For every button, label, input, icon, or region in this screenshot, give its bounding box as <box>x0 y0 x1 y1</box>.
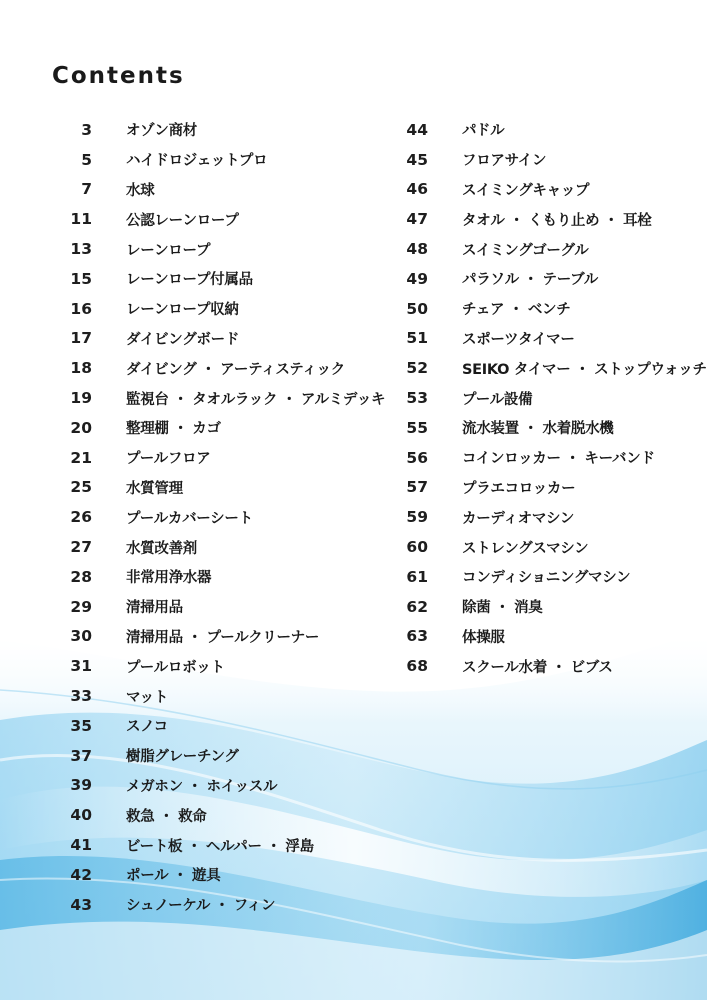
toc-entry[interactable] <box>60 175 385 205</box>
toc-page-number: 17 <box>70 329 92 348</box>
toc-entry[interactable] <box>396 264 707 294</box>
toc-section-label: ダイビング ・ アーティスティック <box>126 361 345 378</box>
toc-entry[interactable] <box>60 771 385 801</box>
toc-section-label: レーンロープ収納 <box>126 302 239 319</box>
toc-section-label: 流水装置 ・ 水着脱水機 <box>462 421 614 438</box>
toc-section-label: チェア ・ ベンチ <box>462 302 571 319</box>
toc-page-number: 62 <box>406 597 428 616</box>
toc-section-label: 公認レーンロープ <box>126 212 239 229</box>
toc-section-label: パドル <box>462 123 505 140</box>
toc-section-label: スイミングキャップ <box>462 182 590 199</box>
toc-section-label: 体操服 <box>462 629 505 646</box>
toc-section-label: コインロッカー ・ キーバンド <box>462 451 655 468</box>
toc-entry[interactable] <box>396 353 707 383</box>
toc-entry[interactable] <box>396 145 707 175</box>
toc-section-label: コンディショニングマシン <box>462 570 631 587</box>
toc-section-label: オゾン商材 <box>126 123 197 140</box>
toc-entry[interactable] <box>396 294 707 324</box>
toc-section-label: マット <box>126 689 169 706</box>
toc-entry[interactable] <box>396 532 707 562</box>
toc-page-number: 7 <box>81 180 92 199</box>
toc-entry[interactable] <box>396 175 707 205</box>
toc-entry[interactable] <box>60 532 385 562</box>
toc-page-number: 19 <box>70 389 92 408</box>
toc-page-number: 13 <box>70 240 92 259</box>
toc-section-label: 救急 ・ 救命 <box>126 808 207 825</box>
toc-page-number: 42 <box>70 865 92 884</box>
toc-section-label: プール設備 <box>462 391 533 408</box>
toc-section-label: 水質改善剤 <box>126 540 197 557</box>
toc-section-label: レーンロープ付属品 <box>126 272 253 289</box>
toc-page-number: 20 <box>70 418 92 437</box>
toc-section-label: 清掃用品 ・ プールクリーナー <box>126 629 320 646</box>
toc-section-label: プールロボット <box>126 659 225 676</box>
toc-page-number: 51 <box>406 329 428 348</box>
toc-page-number: 31 <box>70 657 92 676</box>
toc-page-number: 35 <box>70 716 92 735</box>
toc-section-label: タオル ・ くもり止め ・ 耳栓 <box>462 212 652 229</box>
toc-entry[interactable] <box>60 562 385 592</box>
toc-page-number: 29 <box>70 597 92 616</box>
toc-section-label: ダイビングボード <box>126 331 240 348</box>
toc-page-number: 18 <box>70 359 92 378</box>
toc-page-number: 16 <box>70 299 92 318</box>
toc-page-number: 26 <box>70 508 92 527</box>
toc-section-label: ハイドロジェットプロ <box>126 153 268 170</box>
toc-entry[interactable] <box>60 413 385 443</box>
toc-entry[interactable] <box>396 204 707 234</box>
toc-entry[interactable] <box>396 651 707 681</box>
toc-page-number: 30 <box>70 627 92 646</box>
toc-section-label: 清掃用品 <box>126 600 183 617</box>
page-title: Contents <box>52 63 185 89</box>
toc-section-label: ストレングスマシン <box>462 540 589 557</box>
toc-section-label: 水質管理 <box>126 480 183 497</box>
toc-page-number: 41 <box>70 836 92 855</box>
toc-entry[interactable] <box>60 145 385 175</box>
toc-section-label: 監視台 ・ タオルラック ・ アルミデッキ <box>126 391 386 408</box>
toc-section-label: 非常用浄水器 <box>126 570 212 587</box>
toc-page-number: 45 <box>406 150 428 169</box>
toc-page-number: 59 <box>406 508 428 527</box>
toc-entry[interactable] <box>60 324 385 354</box>
toc-page-number: 49 <box>406 269 428 288</box>
toc-entry[interactable] <box>396 502 707 532</box>
toc-entry[interactable] <box>60 622 385 652</box>
toc-page-number: 50 <box>406 299 428 318</box>
toc-section-label: フロアサイン <box>462 153 547 170</box>
toc-section-label: SEIKO タイマー ・ ストップウォッチ <box>462 361 707 378</box>
toc-entry[interactable] <box>396 413 707 443</box>
toc-section-label: 樹脂グレーチング <box>126 749 239 766</box>
toc-entry[interactable] <box>60 651 385 681</box>
toc-page-number: 5 <box>81 150 92 169</box>
toc-entry[interactable] <box>60 473 385 503</box>
toc-entry[interactable] <box>60 294 385 324</box>
toc-page-number: 60 <box>406 538 428 557</box>
toc-entry[interactable] <box>60 592 385 622</box>
toc-entry[interactable] <box>60 860 385 890</box>
toc-page-number: 55 <box>406 418 428 437</box>
toc-section-label: 除菌 ・ 消臭 <box>462 600 543 617</box>
toc-section-label: スポーツタイマー <box>462 331 575 348</box>
toc-page-number: 61 <box>406 567 428 586</box>
toc-column-left <box>60 115 385 920</box>
toc-page-number: 25 <box>70 478 92 497</box>
toc-page-number: 3 <box>81 120 92 139</box>
toc-column-right <box>396 115 707 681</box>
toc-entry[interactable] <box>60 502 385 532</box>
toc-entry[interactable] <box>396 443 707 473</box>
toc-entry[interactable] <box>396 115 707 145</box>
toc-page-number: 53 <box>406 389 428 408</box>
toc-section-label: プラエコロッカー <box>462 480 576 497</box>
toc-section-label: ポール ・ 遊具 <box>126 868 221 885</box>
toc-page-number: 56 <box>406 448 428 467</box>
toc-entry[interactable] <box>60 383 385 413</box>
toc-page-number: 52 <box>406 359 428 378</box>
toc-page-number: 44 <box>406 120 428 139</box>
toc-entry[interactable] <box>60 741 385 771</box>
toc-section-label: シュノーケル ・ フィン <box>126 898 276 915</box>
toc-section-label: メガホン ・ ホイッスル <box>126 778 278 795</box>
toc-entry[interactable] <box>60 115 385 145</box>
toc-entry[interactable] <box>396 562 707 592</box>
toc-section-label: スノコ <box>126 719 168 736</box>
toc-page-number: 46 <box>406 180 428 199</box>
toc-page-number: 37 <box>70 746 92 765</box>
toc-page-number: 47 <box>406 210 428 229</box>
toc-section-label: パラソル ・ テーブル <box>462 272 598 289</box>
toc-entry[interactable] <box>60 890 385 920</box>
toc-page-number: 33 <box>70 687 92 706</box>
toc-section-label: プールフロア <box>126 451 211 468</box>
toc-entry[interactable] <box>396 383 707 413</box>
toc-page-number: 63 <box>406 627 428 646</box>
toc-entry[interactable] <box>60 681 385 711</box>
toc-page-number: 40 <box>70 806 92 825</box>
toc-entry[interactable] <box>60 204 385 234</box>
toc-page-number: 57 <box>406 478 428 497</box>
toc-page-number: 39 <box>70 776 92 795</box>
toc-entry[interactable] <box>396 473 707 503</box>
toc-page-number: 11 <box>70 210 92 229</box>
toc-entry[interactable] <box>396 234 707 264</box>
toc-page-number: 21 <box>70 448 92 467</box>
toc-section-label: スイミングゴーグル <box>462 242 589 259</box>
toc-page-number: 15 <box>70 269 92 288</box>
toc-page-number: 48 <box>406 240 428 259</box>
toc-entry[interactable] <box>60 443 385 473</box>
toc-entry[interactable] <box>60 264 385 294</box>
toc-section-label: スクール水着 ・ ビブス <box>462 659 613 676</box>
toc-section-label: 整理棚 ・ カゴ <box>126 421 221 438</box>
toc-section-label: ビート板 ・ ヘルパー ・ 浮島 <box>126 838 314 855</box>
toc-page-number: 68 <box>406 657 428 676</box>
toc-section-label: 水球 <box>126 182 155 199</box>
toc-section-label: プールカバーシート <box>126 510 253 527</box>
toc-entry[interactable] <box>396 324 707 354</box>
toc-entry[interactable] <box>60 830 385 860</box>
toc-page-number: 27 <box>70 538 92 557</box>
toc-entry[interactable] <box>396 592 707 622</box>
toc-section-label: カーディオマシン <box>462 510 575 527</box>
toc-page-number: 28 <box>70 567 92 586</box>
toc-entry[interactable] <box>60 234 385 264</box>
toc-entry[interactable] <box>60 353 385 383</box>
toc-section-label: レーンロープ <box>126 242 211 259</box>
toc-entry[interactable] <box>60 711 385 741</box>
toc-page-number: 43 <box>70 895 92 914</box>
toc-entry[interactable] <box>396 622 707 652</box>
toc-entry[interactable] <box>60 800 385 830</box>
